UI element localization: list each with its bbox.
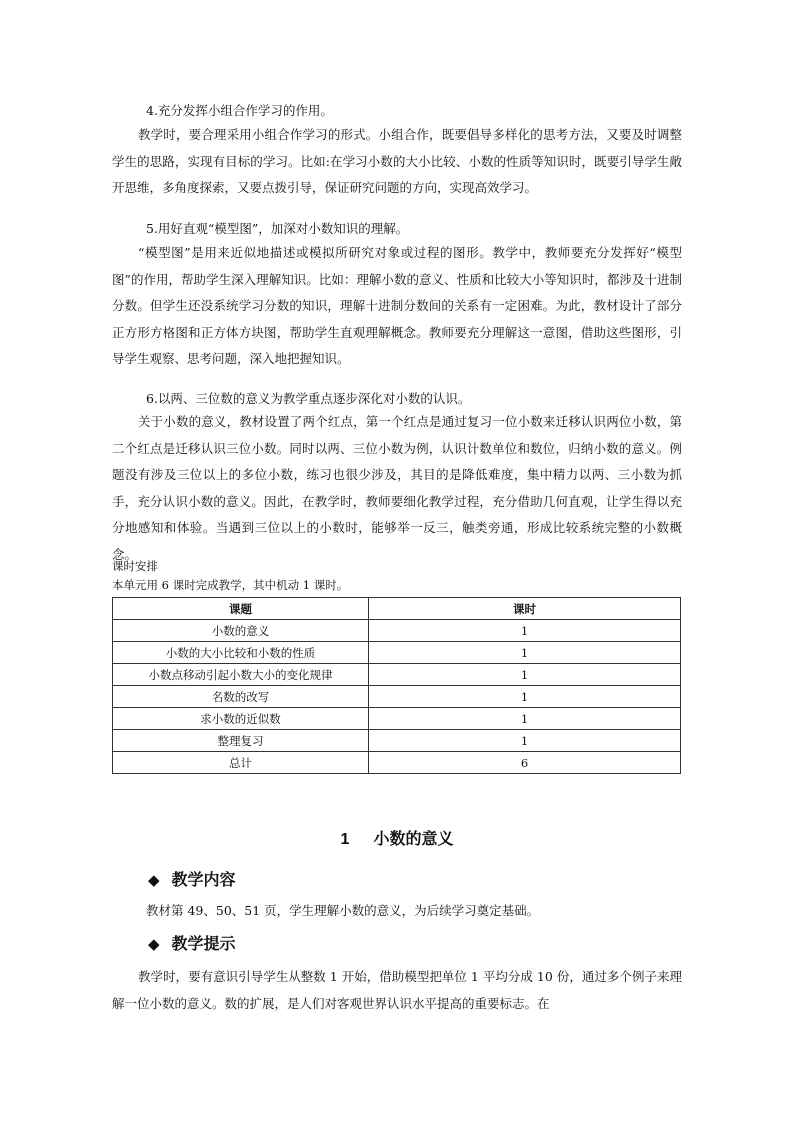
schedule-desc: 本单元用 6 课时完成教学，其中机动 1 课时。 [112,578,349,592]
para-body-6: 关于小数的意义，教材设置了两个红点，第一个红点是通过复习一位小数来迁移认识两位小数，第二个红点是迁移认识三位小数。同时以两、三位小数为例，认识计数单位和数位，归纳小数的意义。例题没有涉及三位以上的多位小数，练习也很少涉及，其目的是降低难度，集中精力以两、三小数为抓手，充分认识小数的意义。因此，在教学时，教师要细化教学过程，充分借助几何直观，让学生得以充分地感知和体验。当遇到三位以上的小数时，能够举一反三，触类旁通，形成比较系统完整的小数概念。 [112,414,682,562]
table-row [113,730,681,752]
para-body-5: “模型图”是用来近似地描述或模拟所研究对象或过程的图形。教学中，教师要充分发挥好“模型图”的作用，帮助学生深入理解知识。比如：理解小数的意义、性质和比较大小等知识时，都涉及十进制分数。但学生还没系统学习分数的知识，理解十进制分数间的关系有一定困难。为此，教材设计了部分正方形方格图和正方体方块图，帮助学生直观理解概念。教师要充分理解这一意图，借助这些图形，引导学生观察、思考问题，深入地把握知识。 [112,245,682,366]
cell-topic: 小数点移动引起小数大小的变化规律 [113,664,369,686]
content-heading-text: 教学内容 [171,870,236,889]
table-row [113,708,681,730]
cell-topic: 小数的意义 [113,620,369,642]
cell-topic: 小数的大小比较和小数的性质 [113,642,369,664]
tips-section-heading [148,931,236,954]
schedule-table [112,597,681,774]
cell-hours: 1 [369,642,681,664]
table-row [113,664,681,686]
cell-topic: 总计 [113,752,369,774]
table-row [113,752,681,774]
cell-topic: 整理复习 [113,730,369,752]
tips-heading-text: 教学提示 [171,934,236,953]
cell-topic: 求小数的近似数 [113,708,369,730]
diamond-bullet-icon: ◆ [148,935,160,953]
table-row [113,620,681,642]
diamond-bullet-icon: ◆ [148,871,160,889]
content-section-heading [148,867,236,890]
tips-body: 教学时，要有意识引导学生从整数 1 开始，借助模型把单位 1 平均分成 10 份，通过多个例子来理解一位小数的意义。数的扩展，是人们对客观世界认识水平提高的重要标志。在 [112,969,682,1011]
schedule-label: 课时安排 [112,559,158,573]
para-body-4: 教学时，要合理采用小组合作学习的形式。小组合作，既要倡导多样化的思考方法，又要及时调整学生的思路，实现有目标的学习。比如:在学习小数的大小比较、小数的性质等知识时，既要引导学生敞开思维，多角度探索，又要点拨引导，保证研究问题的方向，实现高效学习。 [112,127,682,195]
table-header-row [113,598,681,620]
section-title [0,826,794,849]
table-row [113,642,681,664]
cell-hours: 1 [369,730,681,752]
cell-hours: 1 [369,664,681,686]
section-number: 1 [340,831,350,848]
table-row [113,686,681,708]
cell-hours: 1 [369,686,681,708]
cell-hours: 1 [369,620,681,642]
cell-hours: 1 [369,708,681,730]
cell-hours: 6 [369,752,681,774]
cell-topic: 名数的改写 [113,686,369,708]
section-title-text: 小数的意义 [373,829,454,848]
para-heading-5: 5.用好直观“模型图”，加深对小数知识的理解。 [146,221,409,236]
para-heading-4: 4.充分发挥小组合作学习的作用。 [146,103,333,118]
header-topic: 课题 [113,598,369,620]
content-body: 教材第 49、50、51 页，学生理解小数的意义，为后续学习奠定基础。 [146,903,540,918]
para-heading-6: 6.以两、三位数的意义为教学重点逐步深化对小数的认识。 [146,391,471,406]
header-hours: 课时 [369,598,681,620]
